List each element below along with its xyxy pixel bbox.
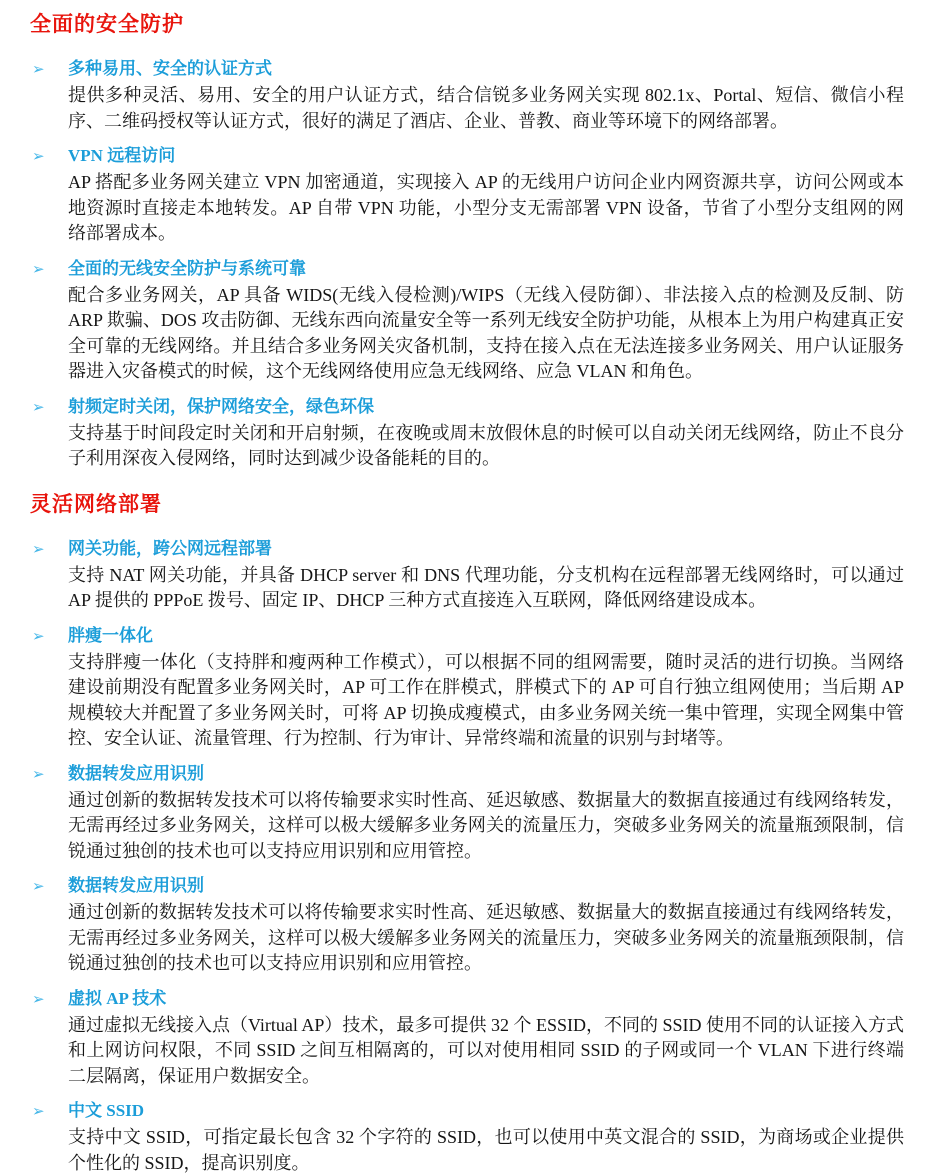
arrow-bullet-icon: ➢ <box>32 989 45 1008</box>
feature-title-row <box>30 256 904 281</box>
arrow-bullet-icon: ➢ <box>32 259 45 278</box>
feature-title-row <box>30 986 904 1011</box>
arrow-bullet-icon: ➢ <box>32 147 45 165</box>
arrow-bullet-icon: ➢ <box>32 877 45 895</box>
feature-item-data-forwarding-2 <box>30 873 904 977</box>
feature-body: 通过创新的数据转发技术可以将传输要求实时性高、延迟敏感、数据量大的数据直接通过有线网络转发，无需再经过多业务网关，这样可以极大缓解多业务网关的流量压力，突破多业务网关的流量瓶颈限制，信锐通过独创的技术也可以支持应用识别和应用管控。 <box>68 789 904 861</box>
arrow-bullet-icon: ➢ <box>32 764 45 783</box>
feature-body: 通过虚拟无线接入点（Virtual AP）技术，最多可提供 32 个 ESSID，不同的 SSID 使用不同的认证接入方式和上网访问权限，不同 SSID 之间互相隔离的，可以对使用相同 SSID 的子网或同一个 VLAN 下进行终端二层隔离，保证用户数据安全。 <box>68 1014 904 1086</box>
feature-title: 虚拟 AP 技术 <box>68 988 167 1008</box>
feature-title-row <box>30 623 904 648</box>
feature-title: 多种易用、安全的认证方式 <box>68 59 272 78</box>
feature-title-row <box>30 536 904 561</box>
feature-body: 提供多种灵活、易用、安全的用户认证方式，结合信锐多业务网关实现 802.1x、Portal、短信、微信小程序、二维码授权等认证方式，很好的满足了酒店、企业、普教、商业等环境下的网络部署。 <box>68 85 904 131</box>
arrow-bullet-icon: ➢ <box>32 397 45 416</box>
feature-body: 支持 NAT 网关功能，并具备 DHCP server 和 DNS 代理功能，分支机构在远程部署无线网络时，可以通过 AP 提供的 PPPoE 拨号、固定 IP、DHCP 三种方式直接连入互联网，降低网络建设成本。 <box>68 564 904 610</box>
section-heading-security: 全面的安全防护 <box>30 12 184 36</box>
feature-title: 数据转发应用识别 <box>68 763 204 783</box>
feature-title-row <box>30 143 904 168</box>
feature-item-data-forwarding-1 <box>30 761 904 865</box>
feature-title-row <box>30 873 904 898</box>
feature-item-wireless-security <box>30 256 904 385</box>
feature-title-row <box>30 394 904 419</box>
arrow-bullet-icon: ➢ <box>32 539 45 558</box>
feature-body: 配合多业务网关，AP 具备 WIDS(无线入侵检测)/WIPS（无线入侵防御）、非法接入点的检测及反制、防 ARP 欺骗、DOS 攻击防御、无线东西向流量安全等一系列无线安全防护功能，从根本上为用户构建真正安全可靠的无线网络。并且结合多业务网关灾备机制，支持在接入点在无法连接多业务网关、用户认证服务器进入灾备模式的时候，这个无线网络使用应急无线网络、应急 VLAN 和角色。 <box>68 284 904 381</box>
feature-body: 支持胖瘦一体化（支持胖和瘦两种工作模式），可以根据不同的组网需要，随时灵活的进行切换。当网络建设前期没有配置多业务网关时，AP 可工作在胖模式，胖模式下的 AP 可自行独立组网使用；当后期 AP 规模较大并配置了多业务网关时，可将 AP 切换成瘦模式，由多业务网关统一集中管理，实现全网集中管控、安全认证、流量管理、行为控制、行为审计、异常终端和流量的识别与封堵等。 <box>68 651 904 748</box>
feature-title: 中文 SSID <box>68 1101 145 1120</box>
feature-item-gateway-function <box>30 536 904 614</box>
arrow-bullet-icon: ➢ <box>32 626 45 645</box>
feature-title-row <box>30 56 904 81</box>
feature-item-fat-thin-integration <box>30 623 904 752</box>
arrow-bullet-icon: ➢ <box>32 1102 45 1120</box>
feature-title: 数据转发应用识别 <box>68 876 204 895</box>
feature-body: 支持中文 SSID，可指定最长包含 32 个字符的 SSID，也可以使用中英文混合的 SSID，为商场或企业提供个性化的 SSID，提高识别度。 <box>68 1127 904 1173</box>
feature-item-rf-scheduled-off <box>30 394 904 472</box>
feature-title: 胖瘦一体化 <box>68 625 153 645</box>
arrow-bullet-icon: ➢ <box>32 60 45 78</box>
section-heading-deployment: 灵活网络部署 <box>30 491 162 516</box>
feature-title: VPN 远程访问 <box>68 146 176 165</box>
feature-title-row <box>30 1098 904 1123</box>
feature-body: 通过创新的数据转发技术可以将传输要求实时性高、延迟敏感、数据量大的数据直接通过有线网络转发，无需再经过多业务网关，这样可以极大缓解多业务网关的流量压力，突破多业务网关的流量瓶颈限制，信锐通过独创的技术也可以支持应用识别和应用管控。 <box>68 902 904 973</box>
feature-title: 射频定时关闭，保护网络安全，绿色环保 <box>68 396 374 416</box>
feature-body: AP 搭配多业务网关建立 VPN 加密通道，实现接入 AP 的无线用户访问企业内网资源共享，访问公网或本地资源时直接走本地转发。AP 自带 VPN 功能，小型分支无需部署 VPN 设备，节省了小型分支组网的网络部署成本。 <box>68 172 904 243</box>
feature-body: 支持基于时间段定时关闭和开启射频，在夜晚或周末放假休息的时候可以自动关闭无线网络，防止不良分子利用深夜入侵网络，同时达到减少设备能耗的目的。 <box>68 422 904 468</box>
feature-item-auth-methods <box>30 56 904 134</box>
feature-item-virtual-ap <box>30 986 904 1090</box>
feature-item-vpn-remote-access <box>30 143 904 247</box>
feature-title-row <box>30 761 904 786</box>
feature-item-chinese-ssid <box>30 1098 904 1176</box>
feature-title: 全面的无线安全防护与系统可靠 <box>68 258 306 278</box>
feature-title: 网关功能，跨公网远程部署 <box>68 538 272 558</box>
